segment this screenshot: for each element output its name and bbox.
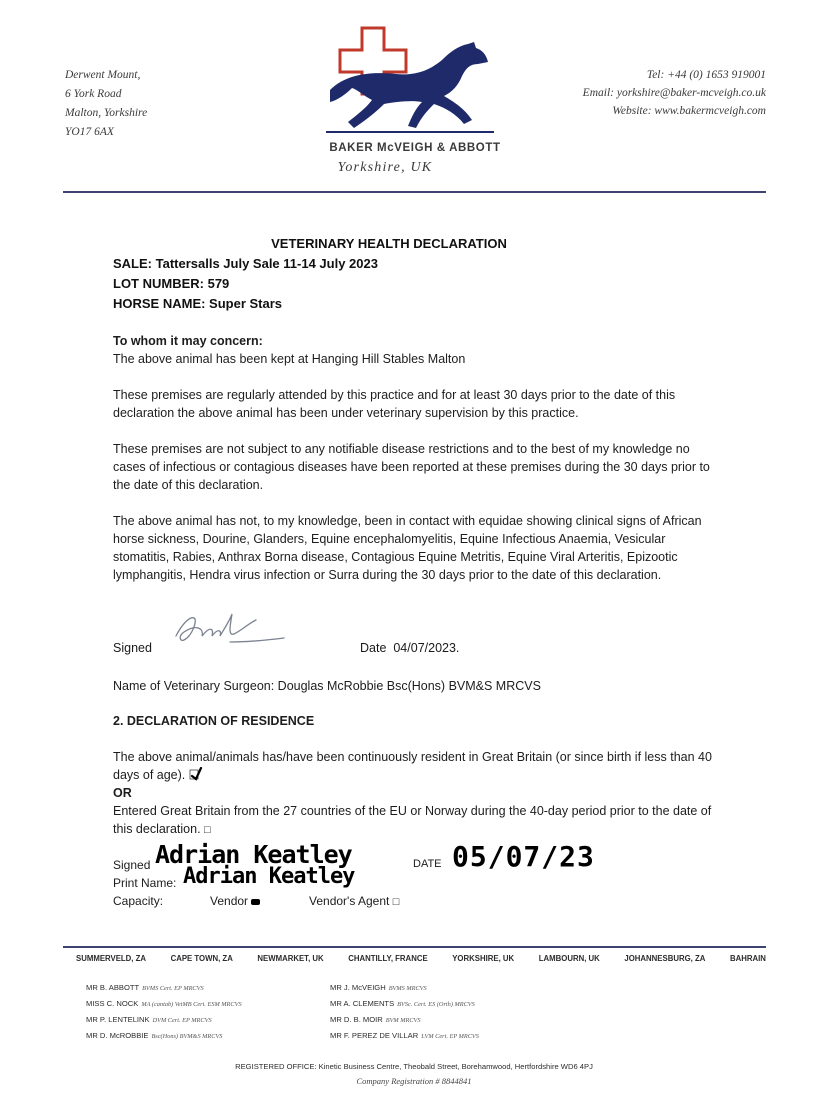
- residence-option-2-checkbox[interactable]: □: [204, 824, 211, 836]
- staff-list-right: [330, 980, 590, 1044]
- staff-entry: [330, 1028, 590, 1044]
- residence-date-label: DATE: [413, 858, 442, 870]
- address-line: YO17 6AX: [65, 126, 114, 138]
- location: BAHRAIN: [729, 954, 766, 963]
- agent-option: [309, 894, 399, 908]
- address-line: 6 York Road: [65, 88, 122, 100]
- staff-quals: BVMS MRCVS: [388, 985, 427, 992]
- staff-entry: [330, 980, 590, 996]
- staff-entry: [86, 1028, 326, 1044]
- staff-name: MR A. CLEMENTS: [330, 999, 395, 1008]
- residence-option-1-text: The above animal/animals has/have been continuously resident in Great Britain (or since birth if less than 40 days of age).: [113, 750, 712, 782]
- contact-website: Website: www.bakermcveigh.com: [612, 105, 766, 117]
- staff-quals: LVM Cert. EP MRCVS: [421, 1033, 479, 1040]
- vet-date: [360, 641, 459, 655]
- location: YORKSHIRE, UK: [452, 954, 515, 963]
- print-name-label: Print Name:: [113, 876, 177, 890]
- staff-name: MR D. McROBBIE: [86, 1031, 149, 1040]
- sale-info: SALE: Tattersalls July Sale 11-14 July 2023: [113, 256, 378, 271]
- staff-list-left: [86, 980, 326, 1044]
- location: SUMMERVELD, ZA: [76, 954, 147, 963]
- staff-quals: BVSc. Cert. ES (Orth) MRCVS: [397, 1001, 475, 1008]
- vet-signature: [170, 606, 290, 655]
- location: JOHANNESBURG, ZA: [624, 954, 706, 963]
- staff-name: MR B. ABBOTT: [86, 983, 140, 992]
- staff-name: MISS C. NOCK: [86, 999, 139, 1008]
- brand-location: Yorkshire, UK: [337, 160, 433, 175]
- contact-phone: Tel: +44 (0) 1653 919001: [646, 69, 766, 81]
- staff-entry: [86, 980, 326, 996]
- staff-name: MR D. B. MOIR: [330, 1015, 383, 1024]
- office-locations: [76, 954, 766, 963]
- registered-office: REGISTERED OFFICE: Kinetic Business Centre, Theobald Street, Borehamwood, Hertfordshire WD6 4PJ: [235, 1062, 593, 1071]
- or-label: OR: [113, 786, 132, 800]
- kept-at-statement: The above animal has been kept at Hanging Hill Stables Malton: [113, 352, 466, 366]
- residence-option-2-text: Entered Great Britain from the 27 countries of the EU or Norway during the 40-day period prior to the date of this declaration.: [113, 804, 712, 836]
- horse-cross-logo: [318, 24, 498, 144]
- staff-name: MR F. PEREZ DE VILLAR: [330, 1031, 419, 1040]
- location: CHANTILLY, FRANCE: [348, 954, 428, 963]
- vendor-option: [210, 894, 260, 908]
- staff-entry: [330, 996, 590, 1012]
- practice-address: [65, 66, 285, 142]
- contact-disease-paragraph: The above animal has not, to my knowledge, been in contact with equidae showing clinical signs of African horse sickness, Dourine, Glanders, Equine encephalomyelitis, Equine Infectious Anaemia, Vesicular stomatitis, Rabies, Anthrax Borna disease, Contagious Equine Metritis, Equine Viral Arteritis, Epizootic lymphangitis, Hendra virus infection or Surra during the 30 days prior to the date of this declaration.: [113, 514, 702, 582]
- staff-name: MR J. McVEIGH: [330, 983, 386, 992]
- practice-contact: [506, 66, 766, 120]
- vet-signed-label: Signed: [113, 641, 152, 655]
- footer-divider: [63, 946, 766, 948]
- vendor-checkbox-filled-icon[interactable]: [251, 899, 260, 905]
- location: CAPE TOWN, ZA: [170, 954, 233, 963]
- staff-entry: [86, 1012, 326, 1028]
- residence-date-value: 05/07/23: [452, 840, 595, 873]
- residence-signed-label: Signed: [113, 858, 151, 872]
- location: NEWMARKET, UK: [257, 954, 324, 963]
- address-line: Malton, Yorkshire: [65, 107, 148, 119]
- agent-checkbox[interactable]: □: [392, 896, 400, 908]
- salutation: To whom it may concern:: [113, 334, 263, 348]
- staff-quals: MA (cantab) VetMB Cert. ESM MRCVS: [141, 1001, 242, 1008]
- residence-signed-value: Adrian Keatley: [155, 840, 352, 869]
- vet-date-value: 04/07/2023.: [393, 641, 460, 655]
- staff-quals: Bsc(Hons) BVM&S MRCVS: [151, 1033, 223, 1040]
- location: LAMBOURN, UK: [538, 954, 600, 963]
- staff-quals: BVMS Cert. EP MRCVS: [142, 985, 204, 992]
- document-title: VETERINARY HEALTH DECLARATION: [271, 236, 507, 251]
- staff-entry: [330, 1012, 590, 1028]
- staff-name: MR P. LENTELINK: [86, 1015, 150, 1024]
- disease-free-paragraph: These premises are not subject to any notifiable disease restrictions and to the best of my knowledge no cases of infectious or contagious diseases have been reported at these premises during the 30 days prior to the date of this declaration.: [113, 442, 710, 492]
- residence-option-2: [113, 802, 723, 839]
- staff-entry: [86, 996, 326, 1012]
- contact-email: Email: yorkshire@baker-mcveigh.co.uk: [582, 87, 766, 99]
- staff-quals: DVM Cert. EP MRCVS: [152, 1017, 212, 1024]
- agent-label: Vendor's Agent: [309, 894, 390, 908]
- lot-number: LOT NUMBER: 579: [113, 276, 230, 291]
- vet-date-label: Date: [360, 641, 387, 655]
- residence-heading: 2. DECLARATION OF RESIDENCE: [113, 714, 315, 728]
- brand-name: BAKER McVEIGH & ABBOTT: [329, 142, 501, 154]
- staff-quals: BVM MRCVS: [385, 1017, 421, 1024]
- vendor-label: Vendor: [210, 894, 249, 908]
- supervision-paragraph: These premises are regularly attended by this practice and for at least 30 days prior to the date of this declaration the above animal has been under veterinary supervision by this practice.: [113, 388, 676, 420]
- residence-option-1-check-icon: [189, 768, 203, 782]
- residence-option-1: [113, 748, 723, 784]
- company-registration: Company Registration # 8844841: [356, 1076, 472, 1086]
- address-line: Derwent Mount,: [65, 69, 141, 81]
- header-divider: [63, 191, 766, 193]
- print-name-value: Adrian Keatley: [183, 864, 355, 889]
- vet-name-line: Name of Veterinary Surgeon: Douglas McRobbie Bsc(Hons) BVM&S MRCVS: [113, 679, 541, 693]
- capacity-label: Capacity:: [113, 894, 164, 908]
- horse-name: HORSE NAME: Super Stars: [113, 296, 283, 311]
